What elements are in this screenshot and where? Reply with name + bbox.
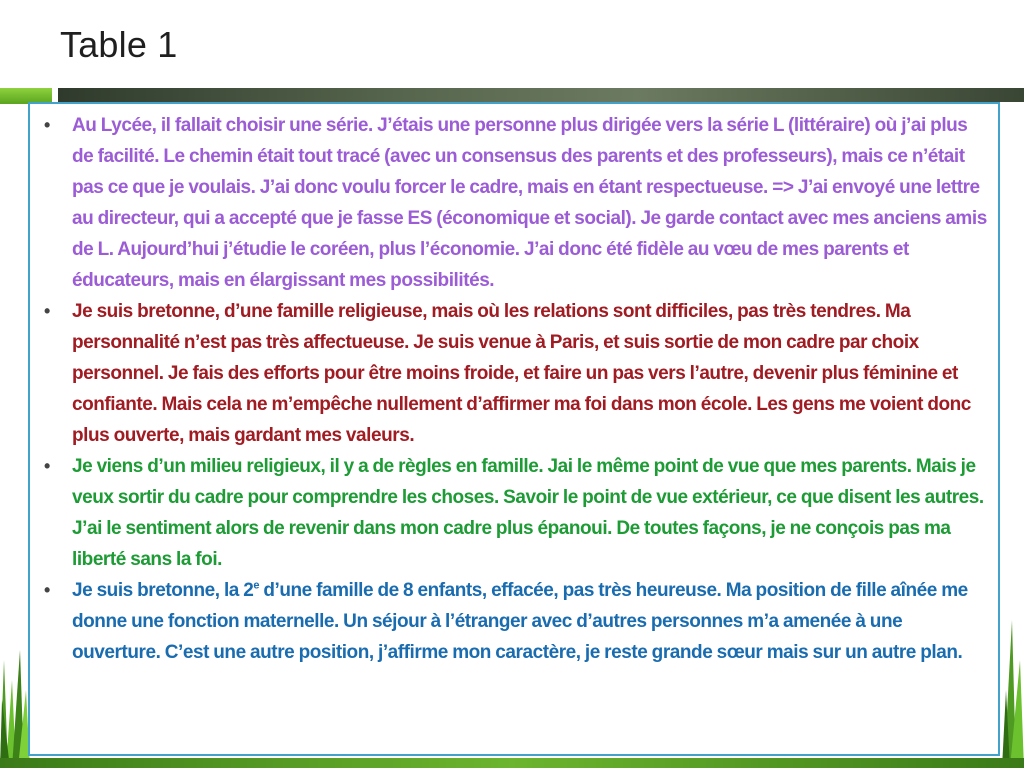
bullet-item-1 — [42, 110, 990, 296]
bullet-item-3 — [42, 451, 990, 575]
grass-decoration-bottom — [0, 758, 1024, 768]
bullet-dot-icon: • — [44, 115, 50, 135]
bullet-dot-icon: • — [44, 580, 50, 600]
slide-title: Table 1 — [60, 24, 178, 65]
header-band — [58, 88, 1024, 102]
bullet-text-end: d’une famille de 8 enfants, effacée, pas très heureuse. Ma position de fille aînée me donne une fonction maternelle. Un séjour à l’étranger avec d’autres personnes m’a amenée à une ouverture. C’est une autre position, j’affirme mon caractère, je reste grande sœur mais sur un autre plan. — [72, 580, 968, 663]
bullet-item-2 — [42, 296, 990, 451]
content-box — [28, 102, 1000, 756]
bullet-text-superscript: e — [253, 579, 260, 592]
grass-decoration-right — [1002, 600, 1024, 768]
bullet-text: Je viens d’un milieu religieux, il y a de règles en famille. Jai le même point de vue que mes parents. Mais je veux sortir du cadre pour comprendre les choses. Savoir le point de vue extérieur, ce que disent les autres. J’ai le sentiment alors de revenir dans mon cadre plus épanoui. De toutes façons, je ne conçois pas ma liberté sans la foi. — [72, 456, 984, 570]
bullet-text: Je suis bretonne, d’une famille religieuse, mais où les relations sont difficiles, pas très tendres. Ma personnalité n’est pas très affectueuse. Je suis venue à Paris, et suis sortie de mon cadre par choix personnel. Je fais des efforts pour être moins froide, et faire un pas vers l’autre, devenir plus féminine et confiante. Mais cela ne m’empêche nullement d’affirmer ma foi dans mon école. Les gens me voient donc plus ouverte, mais gardant mes valeurs. — [72, 301, 971, 446]
bullet-dot-icon: • — [44, 456, 50, 476]
bullet-text-start: Je suis bretonne, la 2 — [72, 580, 254, 601]
bullet-list — [30, 104, 998, 668]
bullet-text: Au Lycée, il fallait choisir une série. J’étais une personne plus dirigée vers la série L (littéraire) où j’ai plus de facilité. Le chemin était tout tracé (avec un consensus des parents et des professeurs), mais ce n’était pas ce que je voulais. J’ai donc voulu forcer le cadre, mais en étant respectueuse. => J’ai envoyé une lettre au directeur, qui a accepté que je fasse ES (économique et social). Je garde contact avec mes anciens amis de L. Aujourd’hui j’étudie le coréen, plus l’économie. J’ai donc été fidèle au vœu de mes parents et éducateurs, mais en élargissant mes possibilités. — [72, 115, 987, 291]
bullet-item-4 — [42, 575, 990, 668]
bullet-dot-icon: • — [44, 301, 50, 321]
